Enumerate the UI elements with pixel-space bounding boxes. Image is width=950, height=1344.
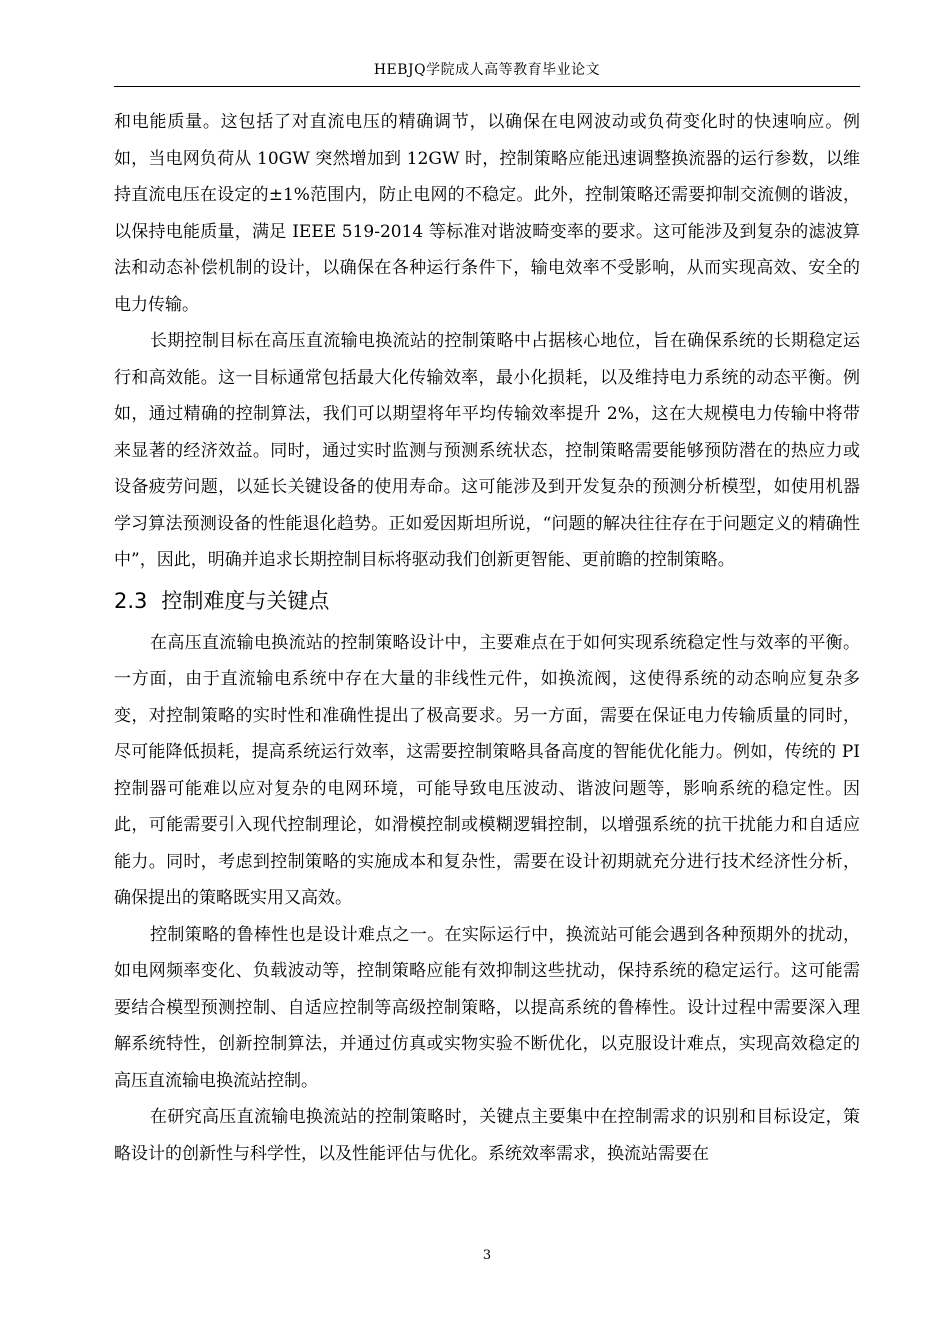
page-number: 3 bbox=[482, 1248, 492, 1263]
header-divider bbox=[114, 86, 860, 87]
paragraph-robustness: 控制策略的鲁棒性也是设计难点之一。在实际运行中，换流站可能会遇到各种预期外的扰动，如电网频率变化、负载波动等，控制策略应能有效抑制这些扰动，保持系统的稳定运行。这可能需要结合模型预测控制、自适应控制等高级控制策略，以提高系统的鲁棒性。设计过程中需要深入理解系统特性，创新控制算法，并通过仿真或实物实验不断优化，以克服设计难点，实现高效稳定的高压直流输电换流站控制。 bbox=[114, 924, 860, 1091]
paragraph-difficulty: 在高压直流输电换流站的控制策略设计中，主要难点在于如何实现系统稳定性与效率的平衡。一方面，由于直流输电系统中存在大量的非线性元件，如换流阀，这使得系统的动态响应复杂多变，对控制策略的实时性和准确性提出了极高要求。另一方面，需要在保证电力传输质量的同时，尽可能降低损耗，提高系统运行效率，这需要控制策略具备高度的智能优化能力。例如，传统的 PI 控制器可能难以应对复杂的电网环境，可能导致电压波动、谐波问题等，影响系统的稳定性。因此，可能需要引入现代控制理论，如滑模控制或模糊逻辑控制，以增强系统的抗干扰能力和自适应能力。同时，考虑到控制策略的实施成本和复杂性，需要在设计初期就充分进行技术经济性分析，确保提出的策略既实用又高效。 bbox=[114, 632, 860, 908]
paragraph-long-term-goal: 长期控制目标在高压直流输电换流站的控制策略中占据核心地位，旨在确保系统的长期稳定运行和高效能。这一目标通常包括最大化传输效率，最小化损耗，以及维持电力系统的动态平衡。例如，通过精确的控制算法，我们可以期望将年平均传输效率提升 2%，这在大规模电力传输中将带来显著的经济效益。同时，通过实时监测与预测系统状态，控制策略需要能够预防潜在的热应力或设备疲劳问题，以延长关键设备的使用寿命。这可能涉及到开发复杂的预测分析模型，如使用机器学习算法预测设备的性能退化趋势。正如爱因斯坦所说，“问题的解决往往存在于问题定义的精确性中”，因此，明确并追求长期控制目标将驱动我们创新更智能、更前瞻的控制策略。 bbox=[114, 331, 860, 570]
paragraph-continuation: 和电能质量。这包括了对直流电压的精确调节，以确保在电网波动或负荷变化时的快速响应。例如，当电网负荷从 10GW 突然增加到 12GW 时，控制策略应能迅速调整换流器的运行参数，以维持直流电压在设定的±1%范围内，防止电网的不稳定。此外，控制策略还需要抑制交流侧的谐波，以保持电能质量，满足 IEEE 519-2014 等标准对谐波畸变率的要求。这可能涉及到复杂的滤波算法和动态补偿机制的设计，以确保在各种运行条件下，输电效率不受影响，从而实现高效、安全的电力传输。 bbox=[114, 112, 860, 315]
paragraph-key-points: 在研究高压直流输电换流站的控制策略时，关键点主要集中在控制需求的识别和目标设定，策略设计的创新性与科学性，以及性能评估与优化。系统效率需求，换流站需要在 bbox=[114, 1107, 860, 1164]
section-title: 控制难度与关键点 bbox=[161, 588, 330, 613]
running-header: HEBJQ学院成人高等教育毕业论文 bbox=[373, 62, 601, 78]
page-body bbox=[114, 104, 860, 1172]
section-heading bbox=[114, 583, 860, 619]
section-number: 2.3 bbox=[114, 588, 148, 613]
